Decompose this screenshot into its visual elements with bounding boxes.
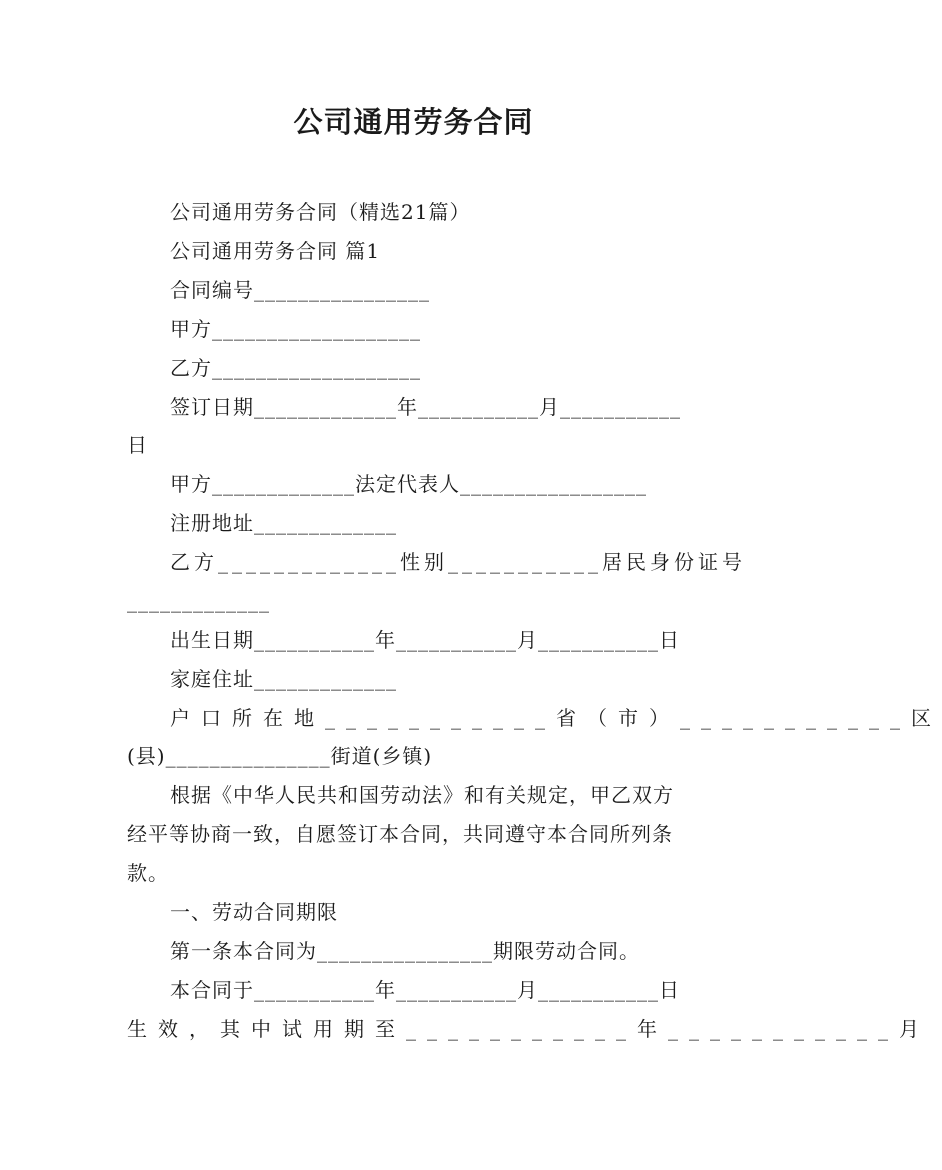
section-heading: 公司通用劳务合同 篇1 [170,239,381,263]
paragraph-line: 款。 [127,861,169,885]
id-number-blank: _____________ [127,589,270,613]
clause-line: 生效，其中试用期至___________年___________月 [127,1017,930,1041]
clause-line: 第一条本合同为________________期限劳动合同。 [170,939,640,963]
signing-date-day: 日 [127,433,148,457]
subtitle-line: 公司通用劳务合同（精选21篇） [170,200,471,224]
party-b-info-field: 乙方_____________性别___________居民身份证号 [170,550,746,574]
county-street-field: (县)_______________街道(乡镇) [127,744,433,768]
registered-address-field: 注册地址_____________ [170,511,397,535]
home-address-field: 家庭住址_____________ [170,667,397,691]
contract-number-field: 合同编号________________ [170,278,430,302]
household-registration-field: 户口所在地___________省（市）___________区 [170,706,942,730]
document-title: 公司通用劳务合同 [293,105,534,139]
signing-date-field: 签订日期_____________年___________月___________ [170,395,681,419]
paragraph-line: 根据《中华人民共和国劳动法》和有关规定，甲乙双方 [170,783,674,807]
section-heading: 一、劳动合同期限 [170,900,338,924]
paragraph-line: 经平等协商一致，自愿签订本合同，共同遵守本合同所列条 [127,822,673,846]
birth-date-field: 出生日期___________年___________月___________日 [170,628,680,652]
party-b-field: 乙方___________________ [170,356,421,380]
clause-line: 本合同于___________年___________月___________日 [170,978,680,1002]
party-a-field: 甲方___________________ [170,317,421,341]
party-a-representative-field: 甲方_____________法定代表人_________________ [170,472,647,496]
